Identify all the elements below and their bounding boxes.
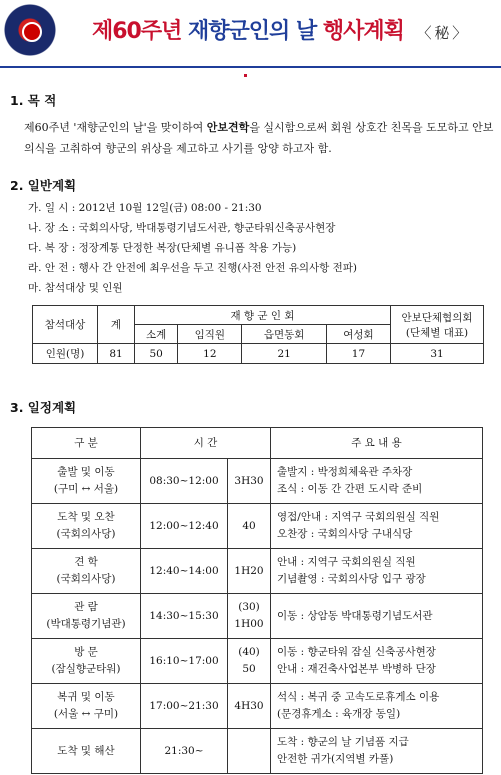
schedule-row	[32, 549, 483, 594]
row-duration	[228, 594, 271, 639]
plan-item-safety: 라. 안 전 : 행사 간 안전에 최우선을 두고 진행(사전 안전 유의사항 전파)	[28, 262, 357, 274]
category-sub: (국회의사당)	[56, 573, 116, 585]
content-line-1: 도착 : 향군의 날 기념품 지급	[277, 736, 409, 748]
duration-2: 1H00	[234, 618, 264, 630]
duration-1: 40	[242, 519, 256, 532]
category-sub: (박대통령기념관)	[46, 618, 126, 630]
duration-1: 1H20	[234, 564, 264, 577]
category-sub: (서울 ↔ 구미)	[53, 708, 119, 720]
schedule-row	[32, 504, 483, 549]
row-content	[271, 684, 483, 729]
category-main: 도착 및 오찬	[57, 511, 115, 523]
content-line-1: 이동 : 상암동 박대통령기념도서관	[277, 609, 433, 622]
title-plan: 행사계획	[322, 19, 404, 44]
plan-item-attendees: 마. 참석대상 및 인원	[28, 282, 123, 294]
plan-item-attire: 다. 복 장 : 정장계통 단정한 복장(단체별 유니폼 착용 가능)	[28, 242, 297, 254]
row-label: 인원(명)	[33, 344, 98, 364]
row-duration	[228, 729, 271, 774]
purpose-paragraph	[24, 117, 494, 159]
row-content	[271, 504, 483, 549]
row-security: 31	[391, 344, 484, 364]
page-header	[0, 0, 501, 72]
row-duration	[228, 684, 271, 729]
schedule-table	[31, 427, 483, 774]
content-line-2: (문경휴게소 : 육개장 동일)	[277, 708, 401, 720]
row-content	[271, 459, 483, 504]
schedule-row	[32, 459, 483, 504]
security-group-name: 안보단체협의회	[401, 311, 473, 324]
section-2-heading: 2. 일반계획	[10, 178, 77, 193]
header-divider	[0, 66, 501, 68]
purpose-highlight: 안보견학	[206, 121, 250, 134]
row-time: 17:00~21:30	[141, 684, 228, 729]
row-time: 12:00~12:40	[141, 504, 228, 549]
content-line-2: 오찬장 : 국회의사당 구내식당	[277, 528, 413, 540]
category-main: 도착 및 해산	[57, 744, 115, 757]
row-duration	[228, 504, 271, 549]
row-category	[32, 549, 141, 594]
row-time: 16:10~17:00	[141, 639, 228, 684]
schedule-header-time: 시 간	[141, 428, 271, 459]
subcol-women: 여성회	[326, 325, 390, 344]
row-content	[271, 594, 483, 639]
row-duration	[228, 639, 271, 684]
content-line-1: 이동 : 향군타워 잠실 신축공사현장	[277, 646, 436, 658]
duration-1: 4H30	[234, 699, 264, 712]
duration-1: 3H30	[234, 474, 264, 487]
content-line-1: 영접/안내 : 지역구 국회의원실 직원	[277, 511, 440, 523]
row-category	[32, 639, 141, 684]
category-main: 견 학	[74, 556, 98, 568]
row-duration	[228, 549, 271, 594]
row-category	[32, 594, 141, 639]
row-staff: 12	[178, 344, 242, 364]
content-line-1: 출발지 : 박정희체육관 주차장	[277, 466, 413, 478]
security-group-sub: (단체별 대표)	[405, 326, 469, 339]
title-suffix: 〈 秘 〉	[416, 24, 467, 42]
korea-veterans-association-seal-icon	[4, 4, 56, 56]
header-dot	[244, 74, 247, 77]
subcol-staff: 임직원	[178, 325, 242, 344]
duration-1: (30)	[238, 601, 260, 613]
row-subtotal: 50	[135, 344, 178, 364]
row-category	[32, 684, 141, 729]
schedule-header-category: 구 분	[32, 428, 141, 459]
subcol-district: 읍면동회	[242, 325, 327, 344]
row-category	[32, 504, 141, 549]
row-time: 12:40~14:00	[141, 549, 228, 594]
section-3-heading: 3. 일정계획	[10, 400, 77, 415]
document-title	[92, 14, 466, 45]
plan-item-datetime: 가. 일 시 : 2012년 10월 12일(금) 08:00 - 21:30	[28, 202, 262, 214]
category-main: 복귀 및 이동	[57, 691, 115, 703]
duration-1: (40)	[238, 646, 260, 658]
content-line-1: 안내 : 지역구 국회의원실 직원	[277, 556, 416, 568]
row-category	[32, 459, 141, 504]
content-line-2: 조식 : 이동 간 간편 도시락 준비	[277, 483, 423, 495]
section-1-heading: 1. 목 적	[10, 93, 57, 108]
row-time: 21:30~	[141, 729, 228, 774]
content-line-1: 석식 : 복귀 중 고속도로휴게소 이용	[277, 691, 440, 703]
row-category	[32, 729, 141, 774]
purpose-text-1: 제60주년 '재향군인의 날'을 맞이하여	[24, 121, 207, 134]
content-line-2: 기념촬영 : 국회의사당 입구 광장	[277, 573, 426, 585]
category-sub: (잠실향군타워)	[51, 663, 121, 675]
row-time: 08:30~12:00	[141, 459, 228, 504]
row-time: 14:30~15:30	[141, 594, 228, 639]
schedule-row	[32, 639, 483, 684]
title-event-name: 재향군인의 날	[188, 19, 317, 44]
schedule-header-content: 주 요 내 용	[271, 428, 483, 459]
attendee-col-label: 참석대상	[33, 306, 98, 344]
row-total: 81	[98, 344, 135, 364]
attendee-table	[32, 305, 484, 364]
row-content	[271, 729, 483, 774]
attendee-col-total: 계	[98, 306, 135, 344]
security-group-header	[391, 306, 484, 344]
duration-2: 50	[242, 663, 256, 675]
row-content	[271, 549, 483, 594]
purpose-text-2: 을 실시함으로써 회원 상호간 친목을 도모하고 안보의식을 고취하여 향군의 위상을 제고하고 사기를 앙양 하고자 함.	[24, 121, 494, 155]
row-content	[271, 639, 483, 684]
category-sub: (구미 ↔ 서울)	[53, 483, 119, 495]
schedule-row	[32, 729, 483, 774]
content-line-2: 안전한 귀가(지역별 카풀)	[277, 753, 394, 765]
category-sub: (국회의사당)	[56, 528, 116, 540]
category-main: 관 람	[74, 601, 98, 613]
subcol-subtotal: 소계	[135, 325, 178, 344]
veterans-group-header: 재 향 군 인 회	[135, 306, 391, 325]
content-line-2: 안내 : 재건축사업본부 박병하 단장	[277, 663, 436, 675]
row-women: 17	[326, 344, 390, 364]
plan-item-location: 나. 장 소 : 국회의사당, 박대통령기념도서관, 향군타워신축공사현장	[28, 222, 336, 234]
schedule-row	[32, 594, 483, 639]
schedule-row	[32, 684, 483, 729]
general-plan-list	[28, 198, 357, 298]
row-duration	[228, 459, 271, 504]
category-main: 방 문	[74, 646, 98, 658]
category-main: 출발 및 이동	[57, 466, 115, 478]
title-anniversary: 제60주년	[92, 19, 182, 44]
row-district: 21	[242, 344, 327, 364]
